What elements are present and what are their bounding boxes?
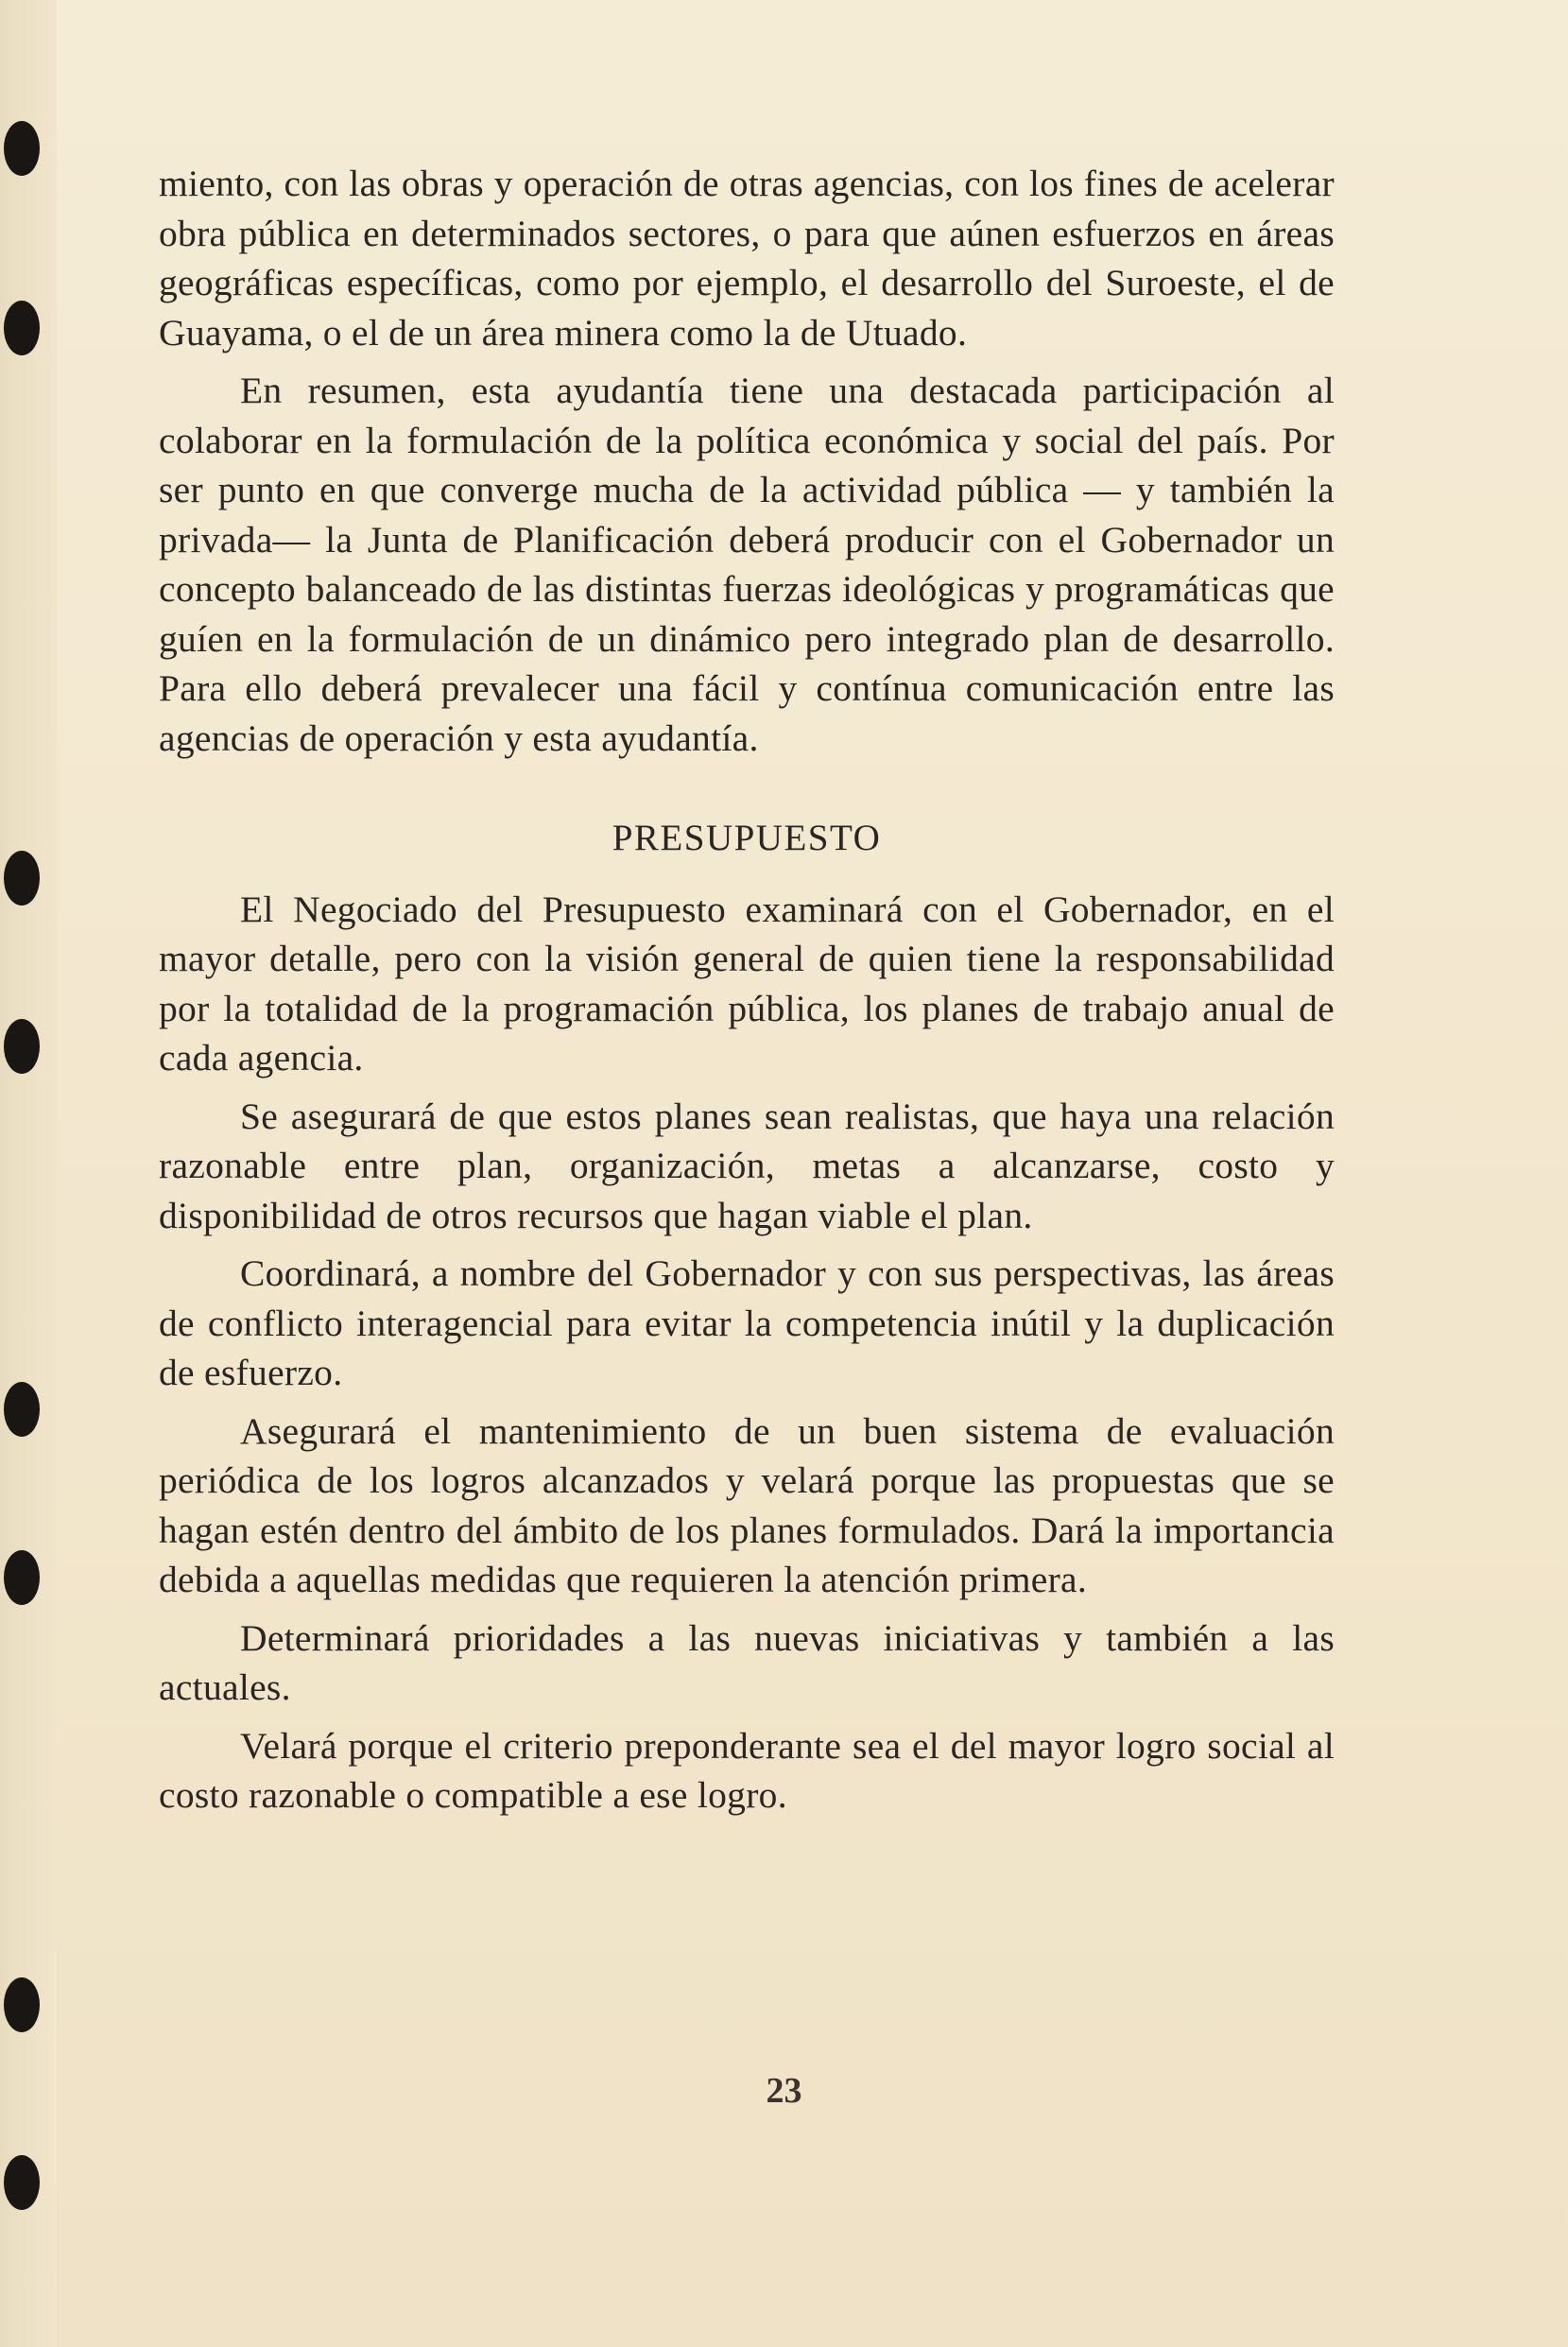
- paragraph: miento, con las obras y operación de otras agencias, con los fines de acelerar obra pública en determinados sectores, o para que aúnen esfuerzos en áreas geográficas específicas, como por ejemplo, el desarrollo del Suroeste, el de Guayama, o el de un área minera como la de Utuado.: [159, 163, 1335, 354]
- punch-hole: [4, 121, 40, 176]
- punch-hole: [4, 1977, 40, 2032]
- punch-hole: [4, 1019, 40, 1074]
- paragraph: En resumen, esta ayudantía tiene una destacada participación al colaborar en la formulación de la política económica y social del país. Por ser punto en que converge mucha de la actividad pública — y también la privada— la Junta de Planificación deberá producir con el Gobernador un concepto balanceado de las distintas fuerzas ideológicas y programáticas que guíen en la formulación de un dinámico pero integrado plan de desarrollo. Para ello deberá prevalecer una fácil y contínua comunicación entre las agencias de operación y esta ayudantía.: [159, 370, 1335, 759]
- paragraph: El Negociado del Presupuesto examinará con el Gobernador, en el mayor detalle, pero con la visión general de quien tiene la responsabilidad por la totalidad de la programación pública, los planes de trabajo anual de cada agencia.: [159, 888, 1335, 1079]
- punch-hole: [4, 2155, 40, 2210]
- page-number: 23: [766, 2071, 802, 2111]
- punch-hole: [4, 1382, 40, 1437]
- paragraph: Coordinará, a nombre del Gobernador y con sus perspectivas, las áreas de conflicto interagencial para evitar la competencia inútil y la duplicación de esfuerzo.: [159, 1252, 1335, 1393]
- punch-hole: [4, 851, 40, 906]
- body-text: [159, 159, 1335, 1829]
- paragraph: Asegurará el mantenimiento de un buen sistema de evaluación periódica de los logros alcanzados y velará porque las propuestas que se hagan estén dentro del ámbito de los planes formulados. Dará la importancia debida a aquellas medidas que requieren la atención primera.: [159, 1409, 1335, 1600]
- punch-hole: [4, 1550, 40, 1605]
- paragraph: Se asegurará de que estos planes sean realistas, que haya una relación razonable entre plan, organización, metas a alcanzarse, costo y disponibilidad de otros recursos que hagan viable el plan.: [159, 1095, 1335, 1236]
- paragraph: Velará porque el criterio preponderante sea el del mayor logro social al costo razonable o compatible a ese logro.: [159, 1724, 1335, 1816]
- punch-hole: [4, 301, 40, 355]
- paragraph: Determinará prioridades a las nuevas iniciativas y también a las actuales.: [159, 1616, 1335, 1708]
- section-heading: PRESUPUESTO: [612, 818, 882, 858]
